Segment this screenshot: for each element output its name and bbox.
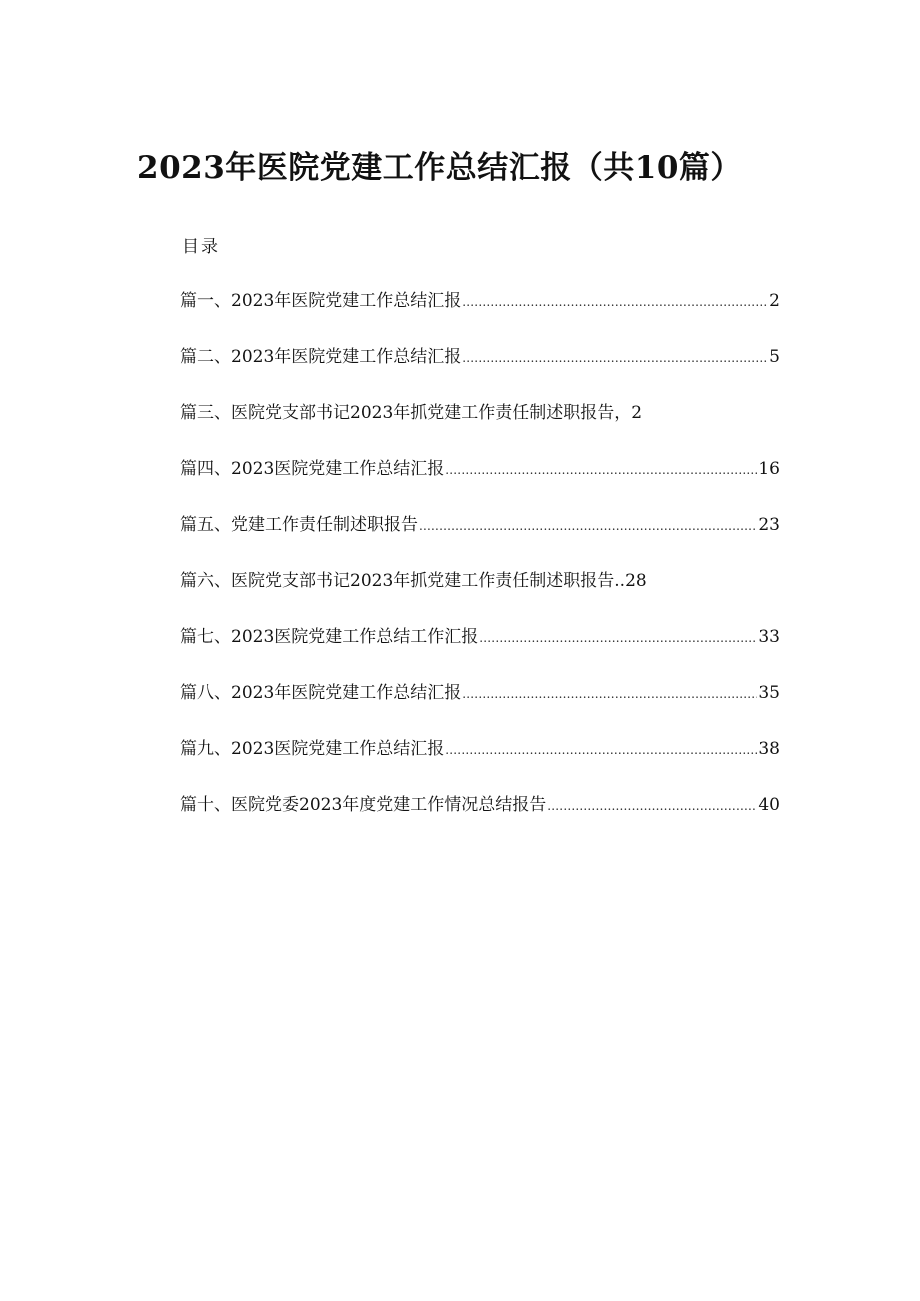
toc-entry-page: 5	[769, 347, 780, 367]
toc-entry-8[interactable]	[180, 678, 780, 734]
toc-entry-label: 篇二、2023年医院党建工作总结汇报	[180, 347, 462, 367]
toc-entry-6[interactable]	[180, 566, 780, 622]
toc-entry-page: 35	[758, 683, 780, 703]
toc-dot-leader	[462, 678, 757, 709]
toc-entry-5[interactable]	[180, 510, 780, 566]
toc-dot-leader	[445, 454, 757, 485]
toc-entry-page: 33	[758, 627, 780, 647]
toc-dot-leader	[547, 790, 757, 821]
toc-entry-label: 篇八、2023年医院党建工作总结汇报	[180, 683, 462, 703]
toc-entry-label: 篇九、2023医院党建工作总结汇报	[180, 739, 445, 759]
toc-entry-page: 2	[769, 291, 780, 311]
toc-entry-7[interactable]	[180, 622, 780, 678]
toc-entry-page: 38	[758, 739, 780, 759]
toc-entry-10[interactable]	[180, 790, 780, 846]
toc-heading: 目录	[182, 237, 220, 257]
toc-entry-2[interactable]	[180, 342, 780, 398]
toc-entry-label: 篇十、医院党委2023年度党建工作情况总结报告	[180, 795, 547, 815]
toc-dot-leader	[462, 342, 768, 373]
toc-entry-page: 23	[758, 515, 780, 535]
toc-entry-label: 篇三、医院党支部书记2023年抓党建工作责任制述职报告，2	[180, 403, 643, 423]
toc-entry-9[interactable]	[180, 734, 780, 790]
toc-entry-page: 16	[758, 459, 780, 479]
toc-entry-label: 篇五、党建工作责任制述职报告	[180, 515, 418, 535]
toc-entry-4[interactable]	[180, 454, 780, 510]
toc-entry-label: 篇七、2023医院党建工作总结工作汇报	[180, 627, 479, 647]
toc-dot-leader	[419, 510, 757, 541]
toc-entry-label: 篇四、2023医院党建工作总结汇报	[180, 459, 445, 479]
toc-entry-label: 篇六、医院党支部书记2023年抓党建工作责任制述职报告..28	[180, 571, 647, 591]
toc-dot-leader	[445, 734, 757, 765]
table-of-contents	[180, 286, 780, 846]
toc-dot-leader	[462, 286, 768, 317]
toc-entry-1[interactable]	[180, 286, 780, 342]
toc-entry-page: 40	[758, 795, 780, 815]
toc-entry-label: 篇一、2023年医院党建工作总结汇报	[180, 291, 462, 311]
toc-dot-leader	[479, 622, 757, 653]
page-title: 2023年医院党建工作总结汇报（共10篇）	[137, 150, 742, 186]
toc-entry-3[interactable]	[180, 398, 780, 454]
